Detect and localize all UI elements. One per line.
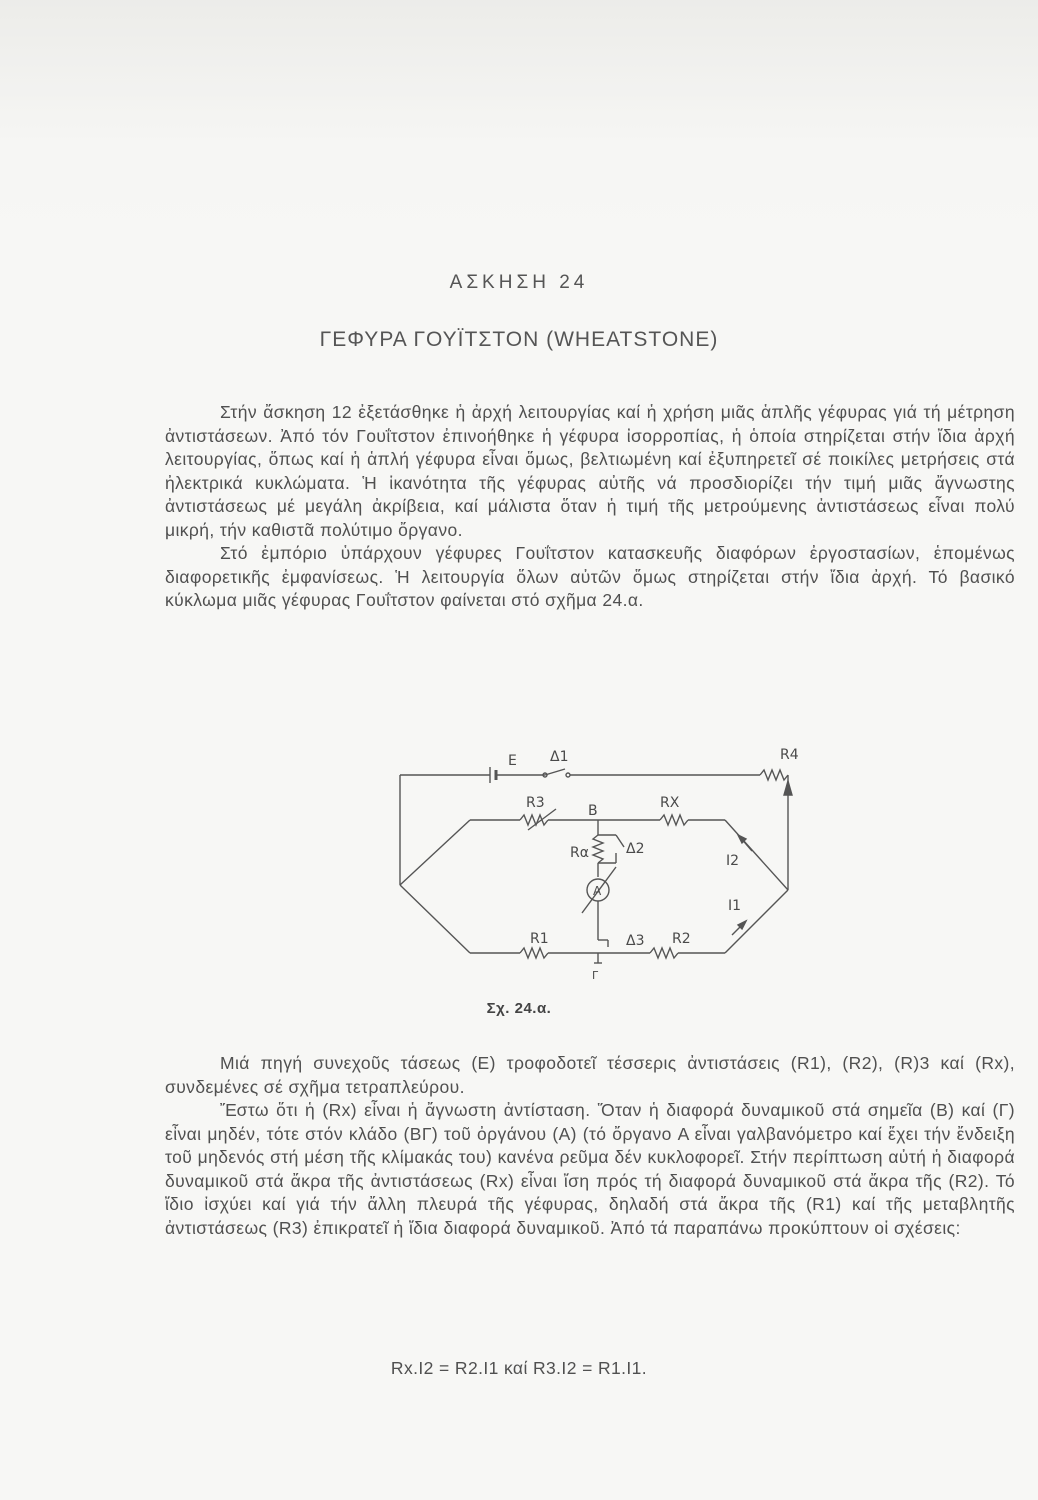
- r4-slider-arrow: [784, 781, 792, 795]
- label-r3: R3: [526, 795, 545, 811]
- r2-resistor: [650, 948, 678, 958]
- r4-resistor: [760, 770, 788, 780]
- ra-resistor: [593, 835, 603, 863]
- switch-d2-lever: [616, 835, 624, 847]
- r1-resistor: [520, 948, 548, 958]
- intro-section: [165, 401, 1015, 613]
- scan-shade: [0, 0, 1038, 240]
- wheatstone-circuit-diagram: [380, 735, 830, 1035]
- switch-d1-contact-b: [566, 773, 570, 777]
- label-b: B: [588, 803, 598, 819]
- body-section: [165, 1052, 1015, 1240]
- label-r4: R4: [780, 747, 799, 763]
- figure-caption: Σχ. 24.α.: [486, 1000, 552, 1017]
- switch-d1-lever: [545, 769, 565, 775]
- label-rx: RX: [660, 795, 680, 811]
- label-d1: Δ1: [550, 749, 569, 765]
- label-g: Γ: [592, 969, 599, 982]
- rx-resistor: [660, 815, 688, 825]
- intro-paragraph-1: Στήν ἄσκηση 12 ἐξετάσθηκε ἡ ἀρχή λειτουργίας καί ἡ χρήση μιᾶς ἁπλῆς γέφυρας γιά τή μέτρηση ἀντιστάσεων. Ἀπό τόν Γουΐτστον ἐπινοήθηκε ἡ γέφυρα ἰσορροπίας, ἡ ὁποία στηρίζεται στήν ἴδια ἀρχή λειτουργίας, ὅπως καί ἡ ἁπλή γέφυρα εἶναι ὅμως, βελτιωμένη καί ἐξυπηρετεῖ σέ ποικίλες μετρήσεις στά ἠλεκτρικά κυκλώματα. Ἡ ἱκανότητα τῆς γέφυρας αὐτῆς νά προσδιορίζει τήν τιμή μιᾶς ἄγνωστης ἀντιστάσεως μέ μεγάλη ἀκρίβεια, καί μάλιστα ὅταν ἡ τιμή τῆς μετρούμενης ἀντιστάσεως εἶναι πολύ μικρή, τήν καθιστᾶ πολύτιμο ὄργανο.: [165, 402, 1015, 540]
- body-paragraph-3: Μιά πηγή συνεχοῦς τάσεως (E) τροφοδοτεῖ τέσσερις ἀντιστάσεις (R1), (R2), (R)3 καί (Rx), συνδεμένες σέ σχῆμα τετραπλεύρου.: [165, 1053, 1015, 1097]
- label-ra: Rα: [570, 845, 589, 861]
- bridge-formula: Rx.I2 = R2.I1 καί R3.I2 = R1.I1.: [390, 1358, 648, 1378]
- label-e: E: [508, 753, 517, 769]
- r3-resistor: [520, 815, 548, 825]
- label-i1: I1: [728, 898, 742, 914]
- bridge-upper-left: [400, 820, 470, 885]
- label-d2: Δ2: [626, 841, 645, 857]
- label-a: A: [593, 884, 602, 898]
- exercise-title: ΓΕΦΥΡΑ ΓΟΥΪΤΣΤΟΝ (WHEATSTONE): [319, 328, 719, 351]
- label-d3: Δ3: [626, 933, 645, 949]
- exercise-number: ΑΣΚΗΣΗ 24: [449, 272, 589, 293]
- bridge-lower-left: [400, 885, 470, 953]
- label-r2: R2: [672, 931, 691, 947]
- label-r1: R1: [530, 931, 549, 947]
- intro-paragraph-2: Στό ἐμπόριο ὑπάρχουν γέφυρες Γουΐτστον κατασκευῆς διαφόρων ἐργοστασίων, ἑπομένως διαφορετικῆς ἐμφανίσεως. Ἡ λειτουργία ὅλων αὐτῶν ὅμως στηρίζεται στήν ἴδια ἀρχή. Τό βασικό κύκλωμα μιᾶς γέφυρας Γουΐτστον φαίνεται στό σχῆμα 24.α.: [165, 543, 1015, 610]
- label-i2: I2: [726, 853, 740, 869]
- body-paragraph-4: Ἔστω ὅτι ἡ (Rx) εἶναι ἡ ἄγνωστη ἀντίσταση. Ὅταν ἡ διαφορά δυναμικοῦ στά σημεῖα (B) καί (Γ) εἶναι μηδέν, τότε στόν κλάδο (ΒΓ) τοῦ ὀργάνου (A) (τό ὄργανο A εἶναι γαλβανόμετρο καί ἔχει τήν ἔνδειξη τοῦ μηδενός στή μέση τῆς κλίμακάς του) κανένα ρεῦμα δέν κυκλοφορεῖ. Στήν περίπτωση αὐτή ἡ διαφορά δυναμικοῦ στά ἄκρα τῆς ἀντιστάσεως (Rx) εἶναι ἴση πρός τή διαφορά δυναμικοῦ στά ἄκρα τῆς (R2). Τό ἴδιο ἰσχύει καί γιά τήν ἄλλη πλευρά τῆς γέφυρας, δηλαδή στά ἄκρα τῆς (R1) καί τῆς μεταβλητῆς ἀντιστάσεως (R3) ἐπικρατεῖ ἡ ἴδια διαφορά δυναμικοῦ. Ἀπό τά παραπάνω προκύπτουν οἱ σχέσεις:: [165, 1100, 1015, 1238]
